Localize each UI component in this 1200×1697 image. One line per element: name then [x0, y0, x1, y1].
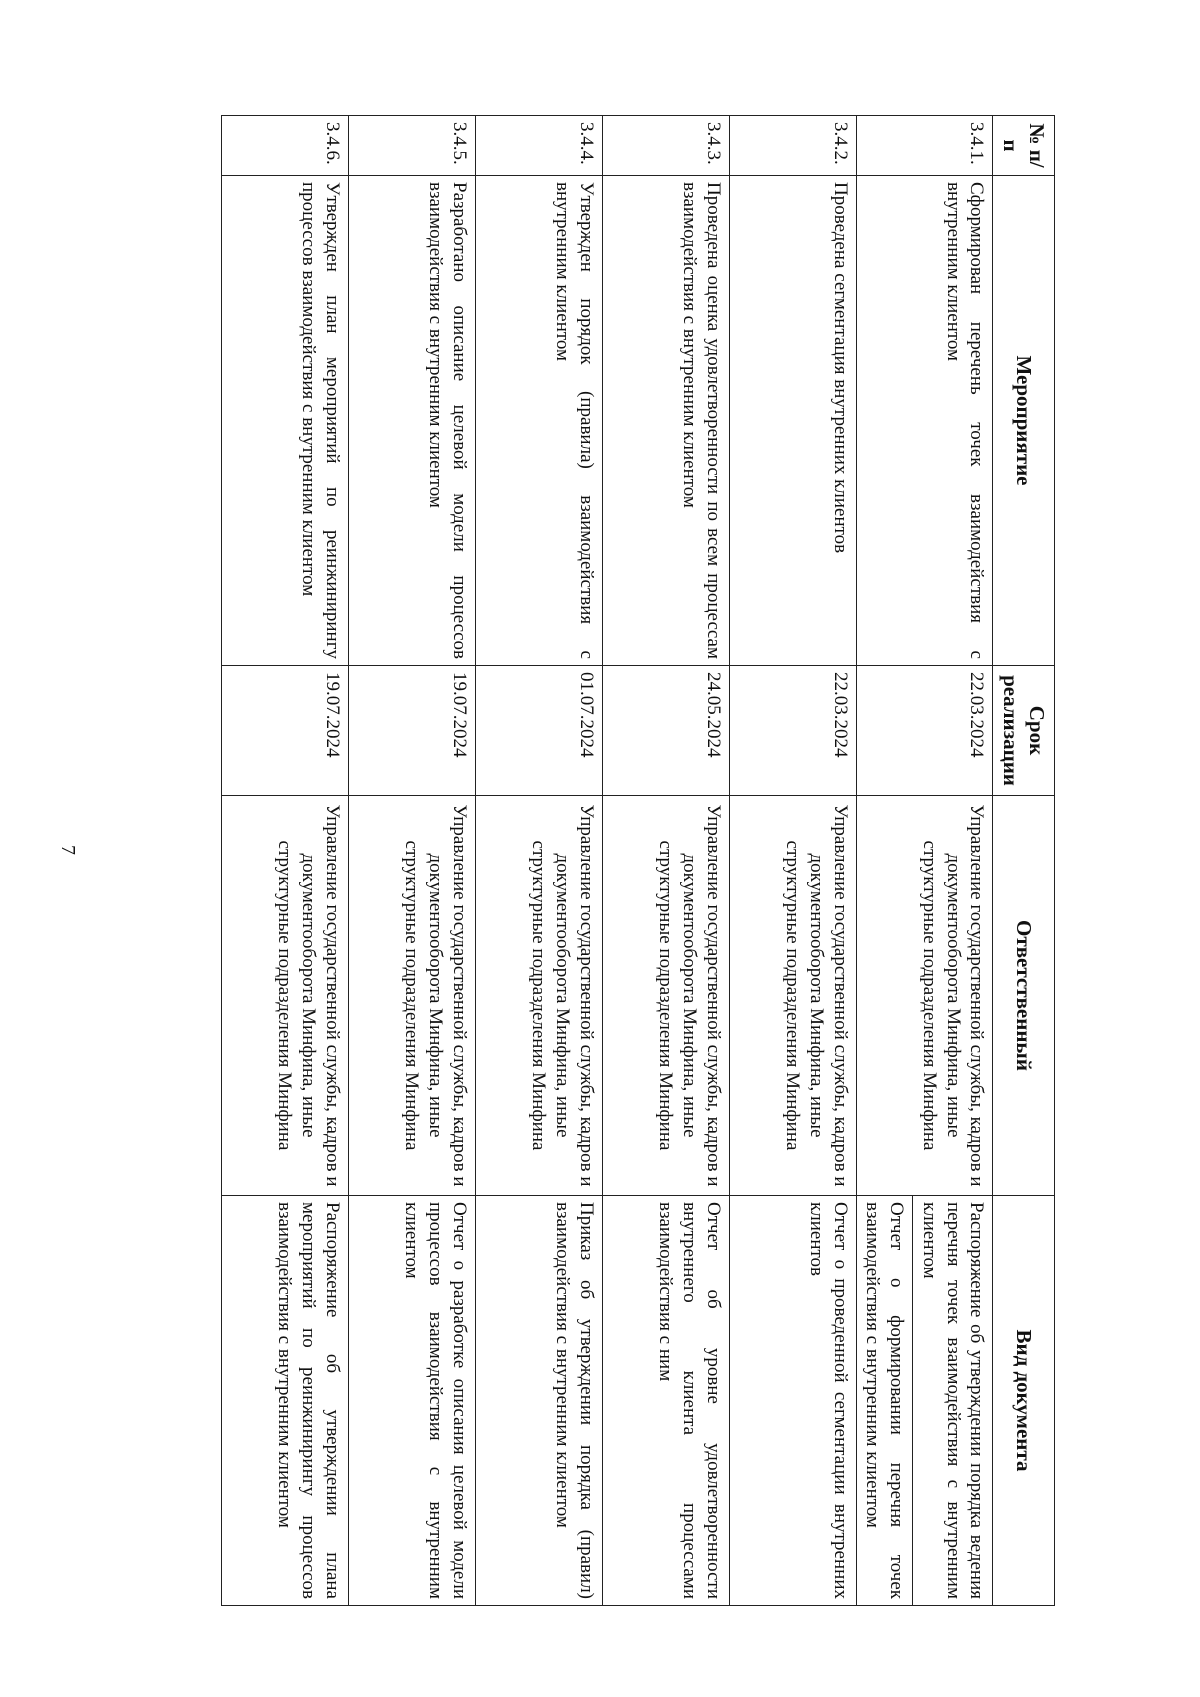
row-event: Утвержден порядок (правила) взаимодействия с внутренним клиентом — [475, 176, 602, 666]
row-num: 3.4.2. — [729, 116, 856, 176]
row-event: Утвержден план мероприятий по реинжинирингу процессов взаимодействия с внутренним клиентом — [221, 176, 348, 666]
row-responsible: Управление государственной службы, кадров и документооборота Минфина, иные структурные подразделения Минфина — [348, 796, 475, 1196]
row-event: Проведена сегментация внутренних клиентов — [729, 176, 856, 666]
row-num: 3.4.1. — [856, 116, 993, 176]
row-document-cell — [856, 1196, 993, 1606]
table-header-row — [993, 116, 1055, 1606]
table-row — [856, 116, 993, 1606]
table-row — [602, 116, 729, 1606]
row-term: 01.07.2024 — [475, 666, 602, 796]
row-term: 19.07.2024 — [221, 666, 348, 796]
table-row — [348, 116, 475, 1606]
page-number: 7 — [57, 845, 79, 855]
row-responsible: Управление государственной службы, кадров и документооборота Минфина, иные структурные подразделения Минфина — [602, 796, 729, 1196]
table-row — [729, 116, 856, 1606]
header-document: Вид документа — [993, 1196, 1055, 1606]
row-document: Приказ об утверждении порядка (правил) взаимодействия с внутренним клиентом — [475, 1196, 602, 1606]
header-responsible: Ответственный — [993, 796, 1055, 1196]
row-event: Проведена оценка удовлетворенности по всем процессам взаимодействия с внутренним клиентом — [602, 176, 729, 666]
row-num: 3.4.6. — [221, 116, 348, 176]
row-term: 22.03.2024 — [729, 666, 856, 796]
row-document: Отчет о проведенной сегментации внутренних клиентов — [729, 1196, 856, 1606]
row-document: Распоряжение об утверждении порядка ведения перечня точек взаимодействия с внутренним клиентом — [919, 1202, 988, 1599]
row-responsible: Управление государственной службы, кадров и документооборота Минфина, иные структурные подразделения Минфина — [729, 796, 856, 1196]
row-num: 3.4.3. — [602, 116, 729, 176]
row-document: Распоряжение об утверждении плана мероприятий по реинжинирингу процессов взаимодействия с внутренним клиентом — [221, 1196, 348, 1606]
row-num: 3.4.5. — [348, 116, 475, 176]
plan-table — [221, 115, 1055, 1606]
header-num: № п/п — [993, 116, 1055, 176]
header-event: Мероприятие — [993, 176, 1055, 666]
row-event: Разработано описание целевой модели процессов взаимодействия с внутренним клиентом — [348, 176, 475, 666]
table-row — [475, 116, 602, 1606]
row-responsible: Управление государственной службы, кадров и документооборота Минфина, иные структурные подразделения Минфина — [221, 796, 348, 1196]
row-responsible: Управление государственной службы, кадров и документооборота Минфина, иные структурные подразделения Минфина — [856, 796, 993, 1196]
row-document: Отчет о разработке описания целевой модели процессов взаимодействия с внутренним клиентом — [348, 1196, 475, 1606]
table-row — [221, 116, 348, 1606]
row-term: 19.07.2024 — [348, 666, 475, 796]
row-document: Отчет об уровне удовлетворенности внутреннего клиента процессами взаимодействия с ним — [602, 1196, 729, 1606]
row-term: 22.03.2024 — [856, 666, 993, 796]
header-term: Срок реализации — [993, 666, 1055, 796]
row-term: 24.05.2024 — [602, 666, 729, 796]
row-event: Сформирован перечень точек взаимодействия с внутренним клиентом — [856, 176, 993, 666]
row-responsible: Управление государственной службы, кадров и документооборота Минфина, иные структурные подразделения Минфина — [475, 796, 602, 1196]
rotated-table-container — [115, 115, 1055, 1605]
row-document-extra: Отчет о формировании перечня точек взаимодействия с внутренним клиентом — [861, 1196, 914, 1605]
row-num: 3.4.4. — [475, 116, 602, 176]
